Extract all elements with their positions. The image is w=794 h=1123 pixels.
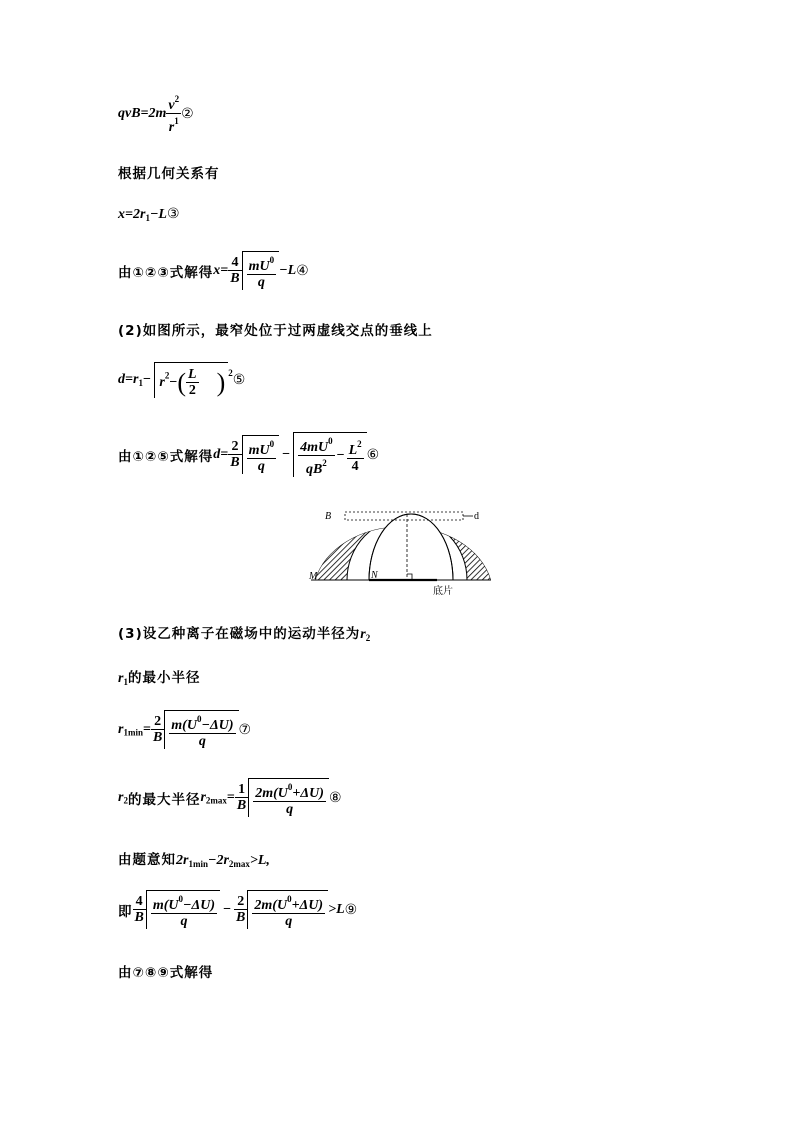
equation-9: 即 $\frac{4}{B}$ $\frac{m(U^0-\Delta U)}{q}$ − $\frac{2}{B}$ $\frac{2m(U^0+\Delta U)}{q}$ >L⑨	[118, 890, 357, 929]
sqrt-mU0-over-q: $\frac{mU^0}{q}$	[242, 435, 280, 474]
equation-2: qvB=2m $\frac{v^2}{r^1}$ ②	[118, 94, 194, 135]
fraction-v2-over-r1: $\frac{v^2}{r^1}$	[168, 94, 180, 135]
sqrt-mU0-over-q: $\frac{mU^0}{q}$	[242, 251, 280, 290]
sqrt-4mU0-over-qB2-minus-L2-over-4: $\frac{4mU^0}{qB^2}$ − $\frac{L^2}{4}$	[293, 432, 367, 477]
equation-7: $r_{1min}=$ $\frac{2}{B}$ $\frac{m(U^0-\Delta U)}{q}$ ⑦	[118, 710, 251, 749]
equation-4: 由①②③式解得x= $\frac{4}{B}$ $\frac{mU^0}{q}$ −L④	[118, 251, 309, 290]
equation-8: $r_2$的最大半径$r_{2max}=$ $\frac{1}{B}$ $\frac{2m(U^0+\Delta U)}{q}$ ⑧	[118, 778, 342, 817]
text-geometry: 根据几何关系有	[118, 166, 220, 182]
label-film: 底片	[433, 586, 453, 597]
semicircle-figure	[305, 502, 495, 598]
text-r1-min: $r_1$的最小半径	[118, 670, 201, 687]
equation-5: $d=r_1- r^2-$( $\frac{L}{2}$ ) $^2$⑤	[118, 362, 245, 398]
label-d: d	[474, 511, 479, 522]
equation-3: $x=2r_1-L③$	[118, 206, 180, 223]
text-condition: 由题意知$2r_{1min}-2r_{2max}>L$,	[118, 852, 270, 869]
text-part-2: (2)如图所示，最窄处位于过两虚线交点的垂线上	[118, 323, 433, 339]
text-part-3: (3)设乙种离子在磁场中的运动半径为$r_2$	[118, 626, 371, 643]
text-solve: 由⑦⑧⑨式解得	[118, 965, 214, 981]
inner-arc-left	[369, 514, 453, 580]
label-B: B	[325, 511, 332, 522]
equation-6: 由①②⑤式解得d= $\frac{2}{B}$ $\frac{mU^0}{q}$ − $\frac{4mU^0}{qB^2}$ − $\frac{L^2}{4}$ ⑥	[118, 432, 379, 477]
sqrt-r2-minus-L2: $r^2-$( $\frac{L}{2}$ )	[154, 362, 228, 398]
label-N: N	[371, 570, 378, 581]
label-M: M	[309, 571, 318, 582]
